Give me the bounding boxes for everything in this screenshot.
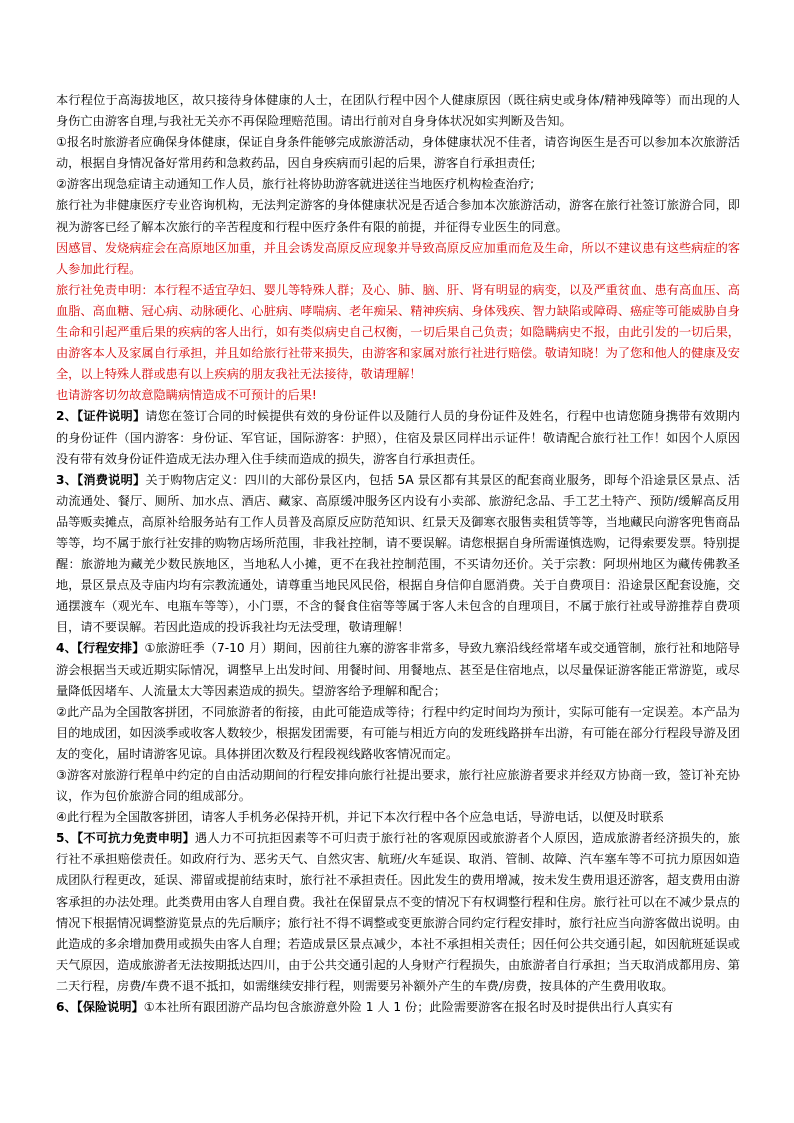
section-insurance-body: ①本社所有跟团游产品均包含旅游意外险 1 人 1 份；此险需要游客在报名时及时提供出行人真实有 [143, 1000, 674, 1015]
section-force-majeure-title: 5、【不可抗力免责申明】 [56, 831, 195, 846]
concealment-warning: 也请游客切勿故意隐瞒病情造成不可预计的后果! [56, 388, 317, 403]
health-note-2: ②游客出现急症请主动通知工作人员，旅行社将协助游客就进送往当地医疗机构检查治疗; [56, 177, 535, 192]
section-documents [56, 406, 740, 469]
section-itinerary-title: 4、【行程安排】 [56, 641, 145, 656]
itinerary-note-2: ②此产品为全国散客拼团，不同旅游者的衔接，由此可能造成等待；行程中约定时间均为预计，实际可能有一定误差。本产品为目的地成团，如因淡季或收客人数较少，根据发团需要，有可能与相近方向的发班线路拼车出游，有可能在部分行程段导游及团友的变化，届时请游客见谅。具体拼团次数及行程段视线路收客情况而定。 [56, 704, 740, 761]
section-documents-title: 2、【证件说明】 [56, 409, 146, 424]
document-page [56, 90, 740, 1018]
health-note-3: 旅行社为非健康医疗专业咨询机构，无法判定游客的身体健康状况是否适合参加本次旅游活动，游客在旅行社签订旅游合同，即视为游客已经了解本次旅行的辛苦程度和行程中医疗条件有限的前提，并征得专业医生的同意。 [56, 198, 740, 234]
section-insurance-title: 6、【保险说明】 [56, 1000, 144, 1015]
section-documents-body: 请您在签订合同的时候提供有效的身份证件以及随行人员的身份证件及姓名，行程中也请您随身携带有效期内的身份证件（国内游客：身份证、军官证，国际游客：护照），住宿及景区同样出示证件！敬请配合旅行社工作！如因个人原因没有带有效身份证件造成无法办理入住手续而造成的损失，游客自行承担责任。 [56, 409, 740, 466]
section-itinerary [56, 638, 740, 701]
section-itinerary-body: ①旅游旺季（7-10 月）期间，因前往九寨的游客非常多，导致九寨沿线经常堵车或交通管制，旅行社和地陪导游会根据当天或近期实际情况，调整早上出发时间、用餐时间、用餐地点、甚至是住宿地点，以尽量保证游客能正常游览，或尽量降低因堵车、人流量太大等因素造成的损失。望游客给予理解和配合； [56, 641, 740, 698]
altitude-warning: 因感冒、发烧病症会在高原地区加重，并且会诱发高原反应现象并导致高原反应加重而危及生命，所以不建议患有这些病症的客人参加此行程。 [56, 240, 740, 276]
disclaimer-statement: 旅行社免责申明：本行程不适宜孕妇、婴儿等特殊人群；及心、肺、脑、肝、肾有明显的病变，以及严重贫血、患有高血压、高血脂、高血糖、冠心病、动脉硬化、心脏病、哮喘病、老年痴呆、精神疾病、身体残疾、智力缺陷或障碍、癌症等可能威胁自身生命和引起严重后果的疾病的客人出行，如有类似病史自己权衡，一切后果自己负责；如隐瞒病史不报，由此引发的一切后果，由游客本人及家属自行承担，并且如给旅行社带来损失，由游客和家属对旅行社进行赔偿。敬请知晓！为了您和他人的健康及安全，以上特殊人群或患有以上疾病的朋友我社无法接待，敬请理解！ [56, 282, 740, 382]
section-consumption [56, 470, 740, 639]
intro-paragraph: 本行程位于高海拔地区，故只接待身体健康的人士，在团队行程中因个人健康原因（既往病史或身体/精神残障等）而出现的人身伤亡由游客自理,与我社无关亦不再保险理赔范围。请出行前对自身身体状况如实判断及告知。 [56, 93, 740, 129]
section-consumption-body: 关于购物店定义：四川的大部份景区内，包括 5A 景区都有其景区的配套商业服务，即每个沿途景区景点、活动流通处、餐厅、厕所、加水点、酒店、藏家、高原缓冲服务区内设有小卖部、旅游纪念品、手工艺土特产、预防/缓解高反用品等贩卖摊点，高原补给服务站有工作人员普及高原反应防范知识、红景天及御寒衣服售卖租赁等等，当地藏民向游客兜售商品等等，均不属于旅行社安排的购物店场所范围，非我社控制，请不要误解。请您根据自身所需谨慎选购，记得索要发票。特别提醒：旅游地为藏羌少数民族地区，当地私人小摊，更不在我社控制范围，不买请勿还价。关于宗教：阿坝州地区为藏传佛教圣地，景区景点及寺庙内均有宗教流通处，请尊重当地民风民俗，根据自身信仰自愿消费。关于自费项目：沿途景区配套设施，交通摆渡车（观光车、电瓶车等等），小门票，不含的餐食住宿等等属于客人未包含的自理项目，不属于旅行社或导游推荐自费项目，请不要误解。若因此造成的投诉我社均无法受理，敬请理解！ [56, 472, 740, 635]
health-note-1: ①报名时旅游者应确保身体健康，保证自身条件能够完成旅游活动，身体健康状况不佳者，请咨询医生是否可以参加本次旅游活动，根据自身情况备好常用药和急救药品，因自身疾病而引起的后果，游客自行承担责任; [56, 135, 740, 171]
section-force-majeure-body: 遇人力不可抗拒因素等不可归责于旅行社的客观原因或旅游者个人原因，造成旅游者经济损失的，旅行社不承担赔偿责任。如政府行为、恶劣天气、自然灾害、航班/火车延误、取消、管制、故障、汽车塞车等不可抗力原因如造成团队行程更改，延误、滞留或提前结束时，旅行社不承担责任。因此发生的费用增减，按未发生费用退还游客，超支费用由游客承担的办法处理。此类费用由客人自理自费。我社在保留景点不变的情况下有权调整行程和住房。旅行社可以在不减少景点的情况下根据情况调整游览景点的先后顺序；旅行社不得不调整或变更旅游合同约定行程安排时，旅行社应当向游客做出说明。由此造成的多余增加费用或损失由客人自理；若造成景区景点减少，本社不承担相关责任；因任何公共交通引起，如因航班延误或天气原因，造成旅游者无法按期抵达四川，由于公共交通引起的人身财产行程损失，由旅游者自行承担；当天取消成都用房、第二天行程，房费/车费不退不抵扣，如需继续安排行程，则需要另补额外产生的车费/房费，按具体的产生费用收取。 [56, 831, 741, 993]
itinerary-note-3: ③游客对旅游行程单中约定的自由活动期间的行程安排向旅行社提出要求，旅行社应旅游者要求并经双方协商一致，签订补充协议，作为包价旅游合同的组成部分。 [56, 768, 740, 804]
section-insurance [56, 997, 740, 1018]
itinerary-note-4: ④此行程为全国散客拼团，请客人手机务必保持开机，并记下本次行程中各个应急电话，导游电话，以便及时联系 [56, 810, 665, 825]
section-force-majeure [56, 828, 740, 997]
section-consumption-title: 3、【消费说明】 [56, 472, 146, 487]
